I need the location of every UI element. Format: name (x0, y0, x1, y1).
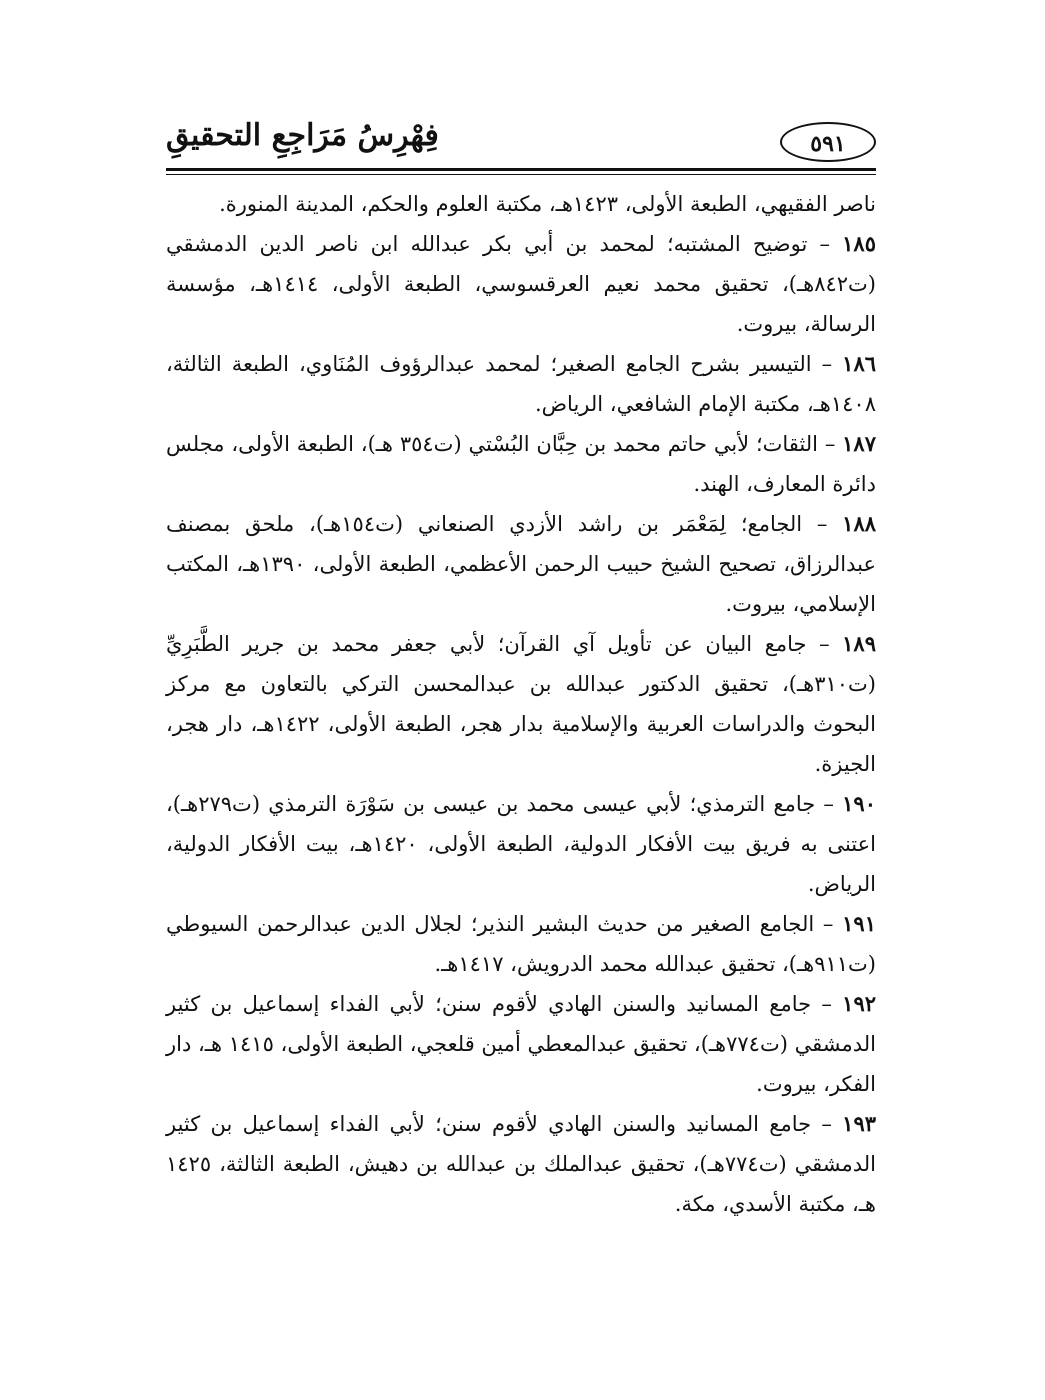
entry-text: الثقات؛ لأبي حاتم محمد بن حِبَّان البُسْتي (ت٣٥٤ هـ)، الطبعة الأولى، مجلس دائرة المعارف، الهند. (166, 432, 876, 496)
entry-number: ١٨٥ (842, 231, 876, 256)
entry-text: جامع الترمذي؛ لأبي عيسى محمد بن عيسى بن سَوْرَة الترمذي (ت٢٧٩هـ)، اعتنى به فريق بيت الأفكار الدولية، الطبعة الأولى، ١٤٢٠هـ، بيت الأفكار الدولية، الرياض. (166, 792, 876, 896)
entry-text: جامع البيان عن تأويل آي القرآن؛ لأبي جعفر محمد بن جرير الطَّبَرِيِّ (ت٣١٠هـ)، تحقيق الدكتور عبدالله بن عبدالمحسن التركي بالتعاون مع مركز البحوث والدراسات العربية والإسلامية بدار هجر، الطبعة الأولى، ١٤٢٢هـ، دار هجر، الجيزة. (166, 632, 876, 776)
references-list (166, 184, 876, 1224)
entry-text: جامع المسانيد والسنن الهادي لأقوم سنن؛ لأبي الفداء إسماعيل بن كثير الدمشقي (ت٧٧٤هـ)، تحقيق عبدالملك بن عبدالله بن دهيش، الطبعة الثالثة، ١٤٢٥ هـ، مكتبة الأسدي، مكة. (166, 1112, 876, 1216)
entry-number: ١٩٣ (842, 1111, 877, 1136)
page-header (166, 112, 876, 172)
reference-entry-189: ١٨٩ – جامع البيان عن تأويل آي القرآن؛ لأبي جعفر محمد بن جرير الطَّبَرِيِّ (ت٣١٠هـ)، تحقيق الدكتور عبدالله بن عبدالمحسن التركي بالتعاون مع مركز البحوث والدراسات العربية والإسلامية بدار هجر، الطبعة الأولى، ١٤٢٢هـ، دار هجر، الجيزة. (166, 631, 876, 776)
reference-entry-186: ١٨٦ – التيسير بشرح الجامع الصغير؛ لمحمد عبدالرؤوف المُنَاوي، الطبعة الثالثة، ١٤٠٨هـ، مكتبة الإمام الشافعي، الرياض. (166, 351, 877, 416)
entry-text: الجامع الصغير من حديث البشير النذير؛ لجلال الدين عبدالرحمن السيوطي (ت٩١١هـ)، تحقيق عبدالله محمد الدرويش، ١٤١٧هـ. (166, 912, 876, 976)
reference-entry-185: ١٨٥ – توضيح المشتبه؛ لمحمد بن أبي بكر عبدالله ابن ناصر الدين الدمشقي (ت٨٤٢هـ)، تحقيق محمد نعيم العرقسوسي، الطبعة الأولى، ١٤١٤هـ، مؤسسة الرسالة، بيروت. (166, 231, 876, 336)
continuation-paragraph: ناصر الفقيهي، الطبعة الأولى، ١٤٢٣هـ، مكتبة العلوم والحكم، المدينة المنورة. (219, 192, 876, 216)
reference-entry-191: ١٩١ – الجامع الصغير من حديث البشير النذير؛ لجلال الدين عبدالرحمن السيوطي (ت٩١١هـ)، تحقيق عبدالله محمد الدرويش، ١٤١٧هـ. (166, 911, 876, 976)
entry-number: ١٩٠ (842, 791, 876, 816)
running-title: فِهْرِسُ مَرَاجِعِ التحقيقِ (166, 118, 439, 153)
entry-number: ١٩٢ (842, 991, 877, 1016)
header-rule-thin (166, 174, 876, 175)
entry-number: ١٨٦ (842, 351, 877, 376)
entry-text: التيسير بشرح الجامع الصغير؛ لمحمد عبدالرؤوف المُنَاوي، الطبعة الثالثة، ١٤٠٨هـ، مكتبة الإمام الشافعي، الرياض. (166, 352, 876, 416)
reference-entry-190: ١٩٠ – جامع الترمذي؛ لأبي عيسى محمد بن عيسى بن سَوْرَة الترمذي (ت٢٧٩هـ)، اعتنى به فريق بيت الأفكار الدولية، الطبعة الأولى، ١٤٢٠هـ، بيت الأفكار الدولية، الرياض. (166, 791, 876, 896)
entry-number: ١٩١ (842, 911, 876, 936)
entry-number: ١٨٨ (842, 511, 877, 536)
page (166, 112, 876, 1224)
reference-entry-188: ١٨٨ – الجامع؛ لِمَعْمَر بن راشد الأزدي الصنعاني (ت١٥٤هـ)، ملحق بمصنف عبدالرزاق، تصحيح الشيخ حبيب الرحمن الأعظمي، الطبعة الأولى، ١٣٩٠هـ، المكتب الإسلامي، بيروت. (166, 511, 877, 616)
header-rule-thick (166, 168, 876, 171)
entry-number: ١٨٩ (842, 631, 876, 656)
reference-entry-193: ١٩٣ – جامع المسانيد والسنن الهادي لأقوم سنن؛ لأبي الفداء إسماعيل بن كثير الدمشقي (ت٧٧٤هـ)، تحقيق عبدالملك بن عبدالله بن دهيش، الطبعة الثالثة، ١٤٢٥ هـ، مكتبة الأسدي، مكة. (166, 1111, 877, 1216)
entry-text: جامع المسانيد والسنن الهادي لأقوم سنن؛ لأبي الفداء إسماعيل بن كثير الدمشقي (ت٧٧٤هـ)، تحقيق عبدالمعطي أمين قلعجي، الطبعة الأولى، ١٤١٥ هـ، دار الفكر، بيروت. (166, 992, 876, 1096)
reference-entry-192: ١٩٢ – جامع المسانيد والسنن الهادي لأقوم سنن؛ لأبي الفداء إسماعيل بن كثير الدمشقي (ت٧٧٤هـ)، تحقيق عبدالمعطي أمين قلعجي، الطبعة الأولى، ١٤١٥ هـ، دار الفكر، بيروت. (166, 991, 877, 1096)
reference-entry-187: ١٨٧ – الثقات؛ لأبي حاتم محمد بن حِبَّان البُسْتي (ت٣٥٤ هـ)، الطبعة الأولى، مجلس دائرة المعارف، الهند. (166, 431, 876, 496)
entry-number: ١٨٧ (842, 431, 876, 456)
entry-text: توضيح المشتبه؛ لمحمد بن أبي بكر عبدالله ابن ناصر الدين الدمشقي (ت٨٤٢هـ)، تحقيق محمد نعيم العرقسوسي، الطبعة الأولى، ١٤١٤هـ، مؤسسة الرسالة، بيروت. (166, 232, 876, 336)
page-number: ٥٩١ (780, 122, 876, 162)
entry-text: الجامع؛ لِمَعْمَر بن راشد الأزدي الصنعاني (ت١٥٤هـ)، ملحق بمصنف عبدالرزاق، تصحيح الشيخ حبيب الرحمن الأعظمي، الطبعة الأولى، ١٣٩٠هـ، المكتب الإسلامي، بيروت. (166, 512, 876, 616)
